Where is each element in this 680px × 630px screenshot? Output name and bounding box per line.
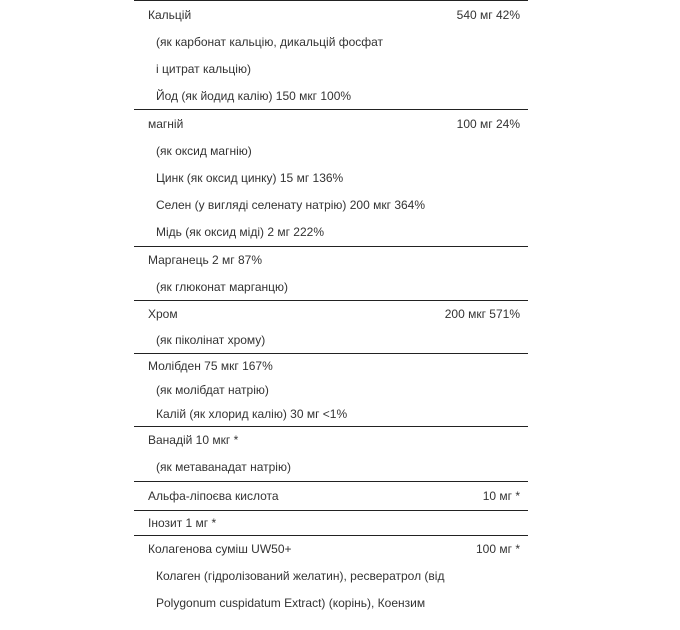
nutrient-section (134, 427, 528, 482)
nutrient-row (134, 511, 528, 535)
nutrient-section (134, 354, 528, 427)
nutrient-amount: 100 мг * (476, 542, 520, 557)
nutrient-name: Колаген (гідролізований желатин), ресвератрол (від (156, 569, 445, 584)
nutrient-name: Ванадій 10 мкг * (148, 433, 239, 448)
nutrient-name: (як метаванадат натрію) (156, 460, 291, 475)
nutrient-section (134, 482, 528, 511)
nutrient-name: Колагенова суміш UW50+ (148, 542, 292, 557)
nutrient-detail-row (134, 378, 528, 402)
nutrient-section (134, 301, 528, 354)
nutrient-name: (як карбонат кальцію, дикальцій фосфат (156, 34, 384, 49)
nutrient-row (134, 301, 528, 327)
nutrient-name: Альфа-ліпоєва кислота (148, 488, 279, 503)
nutrient-section (134, 247, 528, 301)
nutrient-row (134, 110, 528, 137)
nutrient-amount: 100 мг 24% (456, 116, 520, 131)
supplement-facts-table (134, 0, 528, 617)
nutrient-name: Polygonum cuspidatum Extract) (корінь), Коензим (156, 596, 426, 611)
nutrient-section (134, 536, 528, 617)
nutrient-section (134, 511, 528, 536)
nutrient-name: і цитрат кальцію) (156, 61, 251, 76)
nutrient-name: Інозит 1 мг * (148, 515, 217, 530)
nutrient-detail-row (134, 55, 528, 82)
nutrient-name: Молібден 75 мкг 167% (148, 358, 273, 373)
nutrient-section (134, 110, 528, 247)
nutrient-row (134, 536, 528, 563)
nutrient-detail-row (134, 192, 528, 219)
nutrient-name: Йод (як йодид калію) 150 мкг 100% (156, 88, 352, 103)
nutrient-name: (як піколінат хрому) (156, 332, 266, 347)
nutrient-row (134, 354, 528, 378)
nutrient-name: магній (148, 116, 184, 131)
nutrient-name: Мідь (як оксид міді) 2 мг 222% (156, 225, 324, 240)
nutrient-detail-row (134, 327, 528, 353)
nutrient-name: Селен (у вигляді селенату натрію) 200 мкг 364% (156, 198, 426, 213)
nutrient-detail-row (134, 164, 528, 191)
nutrient-detail-row (134, 590, 528, 617)
nutrient-amount: 540 мг 42% (456, 7, 520, 22)
nutrient-amount: 10 мг * (482, 488, 520, 503)
nutrient-name: Марганець 2 мг 87% (148, 253, 263, 268)
nutrient-detail-row (134, 28, 528, 55)
nutrient-detail-row (134, 137, 528, 164)
nutrient-name: Калій (як хлорид калію) 30 мг <1% (156, 406, 348, 421)
nutrient-name: Кальцій (148, 7, 192, 22)
nutrient-row (134, 482, 528, 510)
nutrient-detail-row (134, 219, 528, 246)
nutrient-detail-row (134, 563, 528, 590)
nutrient-detail-row (134, 273, 528, 300)
nutrient-row (134, 1, 528, 28)
nutrient-row (134, 427, 528, 454)
nutrient-name: (як оксид магнію) (156, 143, 252, 158)
nutrient-detail-row (134, 82, 528, 109)
nutrient-name: (як молібдат натрію) (156, 382, 269, 397)
nutrient-detail-row (134, 454, 528, 481)
nutrient-detail-row (134, 402, 528, 426)
nutrient-row (134, 247, 528, 274)
nutrient-amount: 200 мкг 571% (444, 306, 520, 321)
nutrient-name: Хром (148, 306, 178, 321)
nutrient-section (134, 1, 528, 110)
nutrient-name: Цинк (як оксид цинку) 15 мг 136% (156, 170, 344, 185)
nutrient-name: (як глюконат марганцю) (156, 279, 288, 294)
